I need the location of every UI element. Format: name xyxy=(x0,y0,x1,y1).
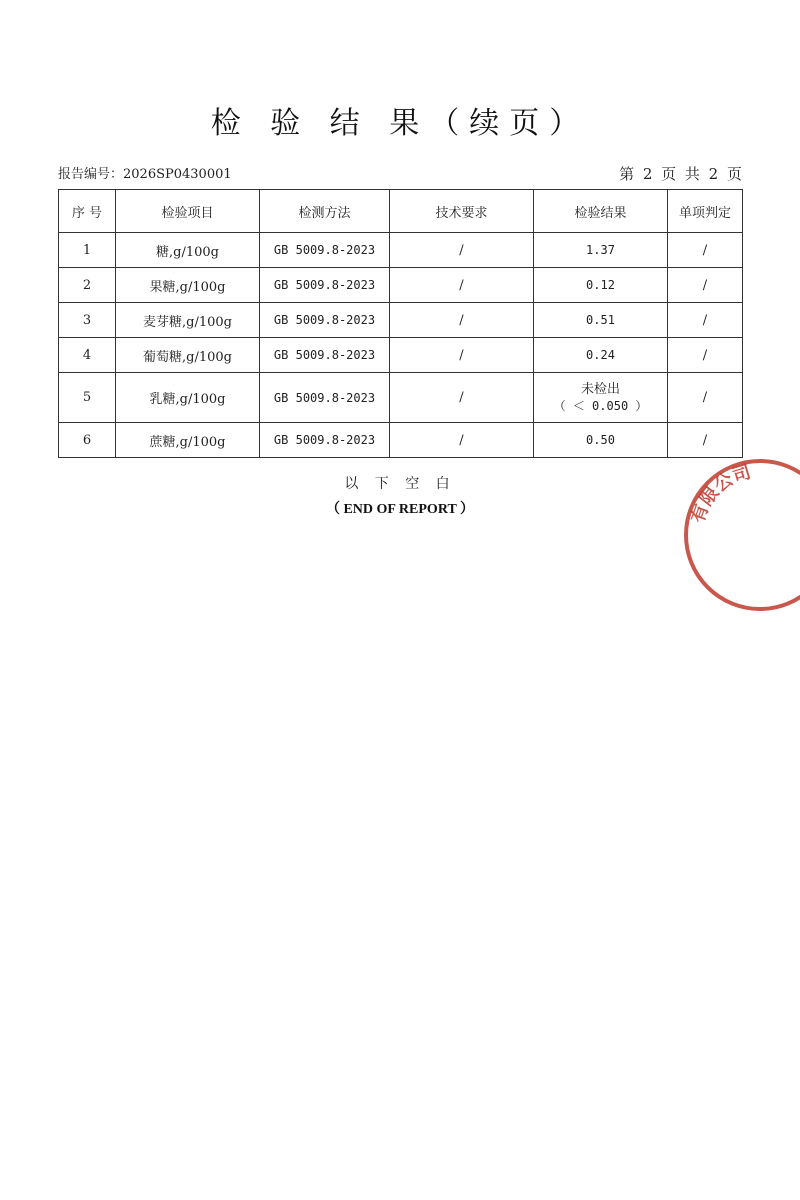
cell-item: 葡萄糖,g/100g xyxy=(116,338,260,373)
table-row xyxy=(59,423,743,458)
report-number: 报告编号：2026SP0430001 xyxy=(58,167,232,182)
results-table xyxy=(58,189,743,458)
cell-method: GB 5009.8-2023 xyxy=(260,373,390,423)
result-detection-limit: （ ＜ 0.050 ） xyxy=(553,398,648,413)
cell-item: 糖,g/100g xyxy=(116,233,260,268)
cell-requirement: / xyxy=(390,423,534,458)
table-row xyxy=(59,233,743,268)
table-row xyxy=(59,338,743,373)
cell-no: 2 xyxy=(59,268,116,303)
company-seal-stamp xyxy=(680,455,800,615)
cell-judgment: / xyxy=(668,303,743,338)
cell-result: 0.50 xyxy=(534,423,668,458)
cell-result: 0.51 xyxy=(534,303,668,338)
cell-item: 果糖,g/100g xyxy=(116,268,260,303)
cell-requirement: / xyxy=(390,233,534,268)
cell-result: 0.12 xyxy=(534,268,668,303)
cell-result: 0.24 xyxy=(534,338,668,373)
blank-below-note: 以 下 空 白 xyxy=(344,476,456,492)
table-row xyxy=(59,303,743,338)
cell-item: 乳糖,g/100g xyxy=(116,373,260,423)
cell-no: 5 xyxy=(59,373,116,423)
cell-requirement: / xyxy=(390,268,534,303)
cell-result xyxy=(534,373,668,423)
col-header-method: 检测方法 xyxy=(260,190,390,233)
cell-no: 3 xyxy=(59,303,116,338)
col-header-requirement: 技术要求 xyxy=(390,190,534,233)
cell-judgment: / xyxy=(668,338,743,373)
cell-requirement: / xyxy=(390,373,534,423)
page-title: 检 验 结 果（续页） xyxy=(210,106,590,141)
page-indicator: 第 2 页 共 2 页 xyxy=(619,165,742,183)
cell-method: GB 5009.8-2023 xyxy=(260,268,390,303)
cell-judgment: / xyxy=(668,268,743,303)
cell-item: 蔗糖,g/100g xyxy=(116,423,260,458)
seal-text: 有限公司 xyxy=(687,461,754,526)
end-of-report-note: （ END OF REPORT ） xyxy=(325,502,475,517)
cell-judgment: / xyxy=(668,373,743,423)
cell-method: GB 5009.8-2023 xyxy=(260,423,390,458)
cell-method: GB 5009.8-2023 xyxy=(260,233,390,268)
cell-method: GB 5009.8-2023 xyxy=(260,338,390,373)
cell-no: 1 xyxy=(59,233,116,268)
col-header-no: 序 号 xyxy=(59,190,116,233)
col-header-result: 检验结果 xyxy=(534,190,668,233)
cell-no: 4 xyxy=(59,338,116,373)
cell-no: 6 xyxy=(59,423,116,458)
cell-requirement: / xyxy=(390,303,534,338)
result-not-detected: 未检出 xyxy=(580,381,620,397)
cell-judgment: / xyxy=(668,233,743,268)
col-header-judgment: 单项判定 xyxy=(668,190,743,233)
cell-requirement: / xyxy=(390,338,534,373)
table-row xyxy=(59,268,743,303)
table-row xyxy=(59,373,743,423)
cell-judgment: / xyxy=(668,423,743,458)
col-header-item: 检验项目 xyxy=(116,190,260,233)
table-header-row xyxy=(59,190,743,233)
cell-method: GB 5009.8-2023 xyxy=(260,303,390,338)
cell-result: 1.37 xyxy=(534,233,668,268)
cell-item: 麦芽糖,g/100g xyxy=(116,303,260,338)
